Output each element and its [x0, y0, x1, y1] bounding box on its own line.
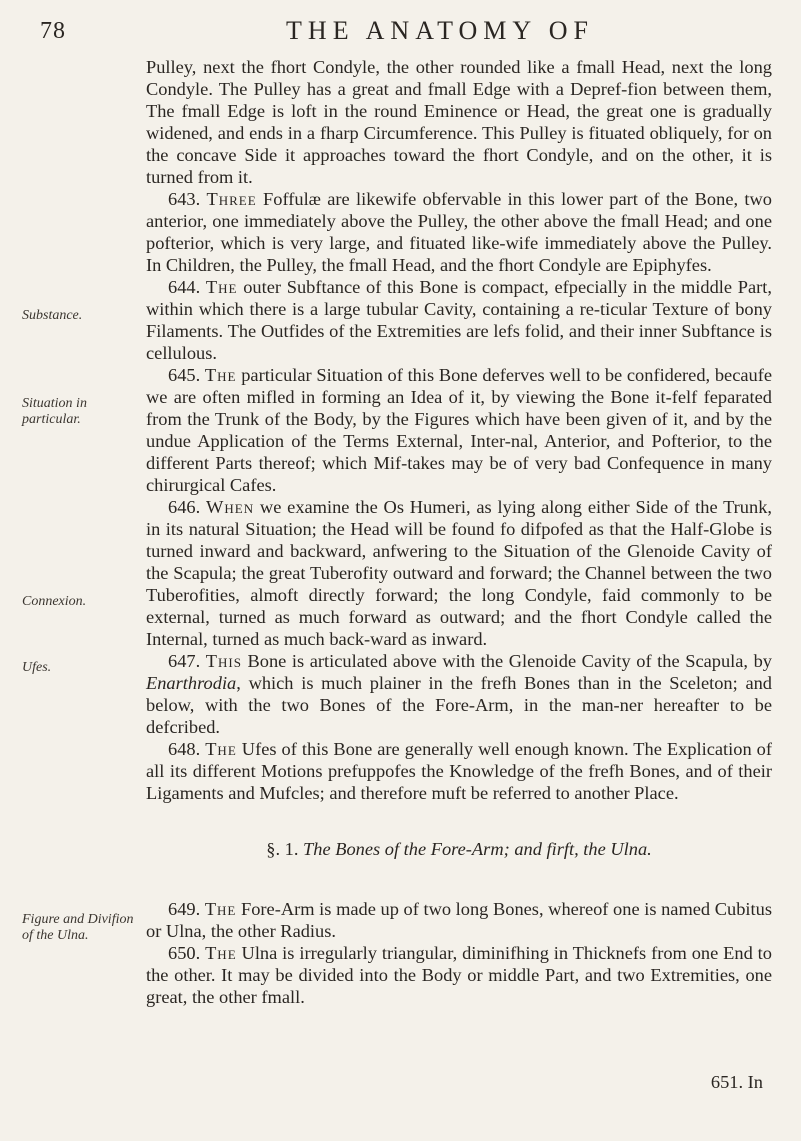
- italic-term: Enarthrodia: [146, 673, 237, 693]
- paragraph-lead-word: The: [204, 899, 237, 919]
- section-heading: [146, 838, 772, 860]
- paragraph-text: Pulley, next the fhort Condyle, the other rounded like a fmall Head, next the long Condyle. The Pulley has a great and fmall Edge with a Depref-fion between them, The fmall Edge is loft in the round Eminence or Head, the great one is gradually widened, and ends in a fharp Circumference. This Pulley is fituated obliquely, for on the concave Side it approaches toward the fhort Condyle, and on the other, it is turned from it.: [146, 57, 772, 187]
- paragraph-number: 643.: [168, 189, 201, 209]
- section-mark: §. 1.: [266, 839, 299, 859]
- paragraph-645: [146, 364, 772, 496]
- paragraph-648: [146, 738, 772, 804]
- margin-note-connexion: Connexion.: [22, 594, 87, 609]
- margin-note-substance: Substance.: [22, 308, 83, 323]
- paragraph-643: [146, 188, 772, 276]
- paragraph-text: Fore-Arm is made up of two long Bones, whereof one is named Cubitus or Ulna, the other Radius.: [146, 899, 772, 941]
- paragraph-text: , which is much plainer in the frefh Bones than in the Sceleton; and below, with the two Bones of the Fore-Arm, in the man-ner hereafter to be defcribed.: [146, 673, 772, 737]
- paragraph-text: Ulna is irregularly triangular, diminifhing in Thicknefs from one End to the other. It may be divided into the Body or middle Part, and two Extremities, one great, the other fmall.: [146, 943, 772, 1007]
- paragraph-lead-word: Three: [206, 189, 257, 209]
- paragraph-number: 649.: [168, 899, 201, 919]
- paragraph-647: [146, 650, 772, 738]
- paragraph-lead-word: The: [205, 943, 237, 963]
- page-number: 78: [40, 18, 66, 44]
- paragraph-650: [146, 942, 772, 1008]
- margin-note-uses: Ufes.: [22, 660, 52, 675]
- running-title: THE ANATOMY OF: [286, 16, 594, 45]
- paragraph-number: 650.: [168, 943, 201, 963]
- paragraph-number: 647.: [168, 651, 201, 671]
- paragraph-number: 646.: [168, 497, 201, 517]
- paragraph-lead-word: When: [206, 497, 255, 517]
- paragraph-lead-word: The: [205, 739, 237, 759]
- paragraph-lead-word: The: [204, 365, 237, 385]
- paragraph-text: Ufes of this Bone are generally well enough known. The Explication of all its different Motions prefuppofes the Knowledge of the frefh Bones, and of their Ligaments and Mufcles; and therefore muft be referred to another Place.: [146, 739, 772, 803]
- paragraph-number: 645.: [168, 365, 201, 385]
- section-title: The Bones of the Fore-Arm; and firft, the Ulna.: [303, 839, 652, 859]
- catchword: 651. In: [710, 1072, 763, 1092]
- paragraph-text: we examine the Os Humeri, as lying along either Side of the Trunk, in its natural Situation; the Head will be found fo difpofed as that the Half-Globe is turned inward and backward, anfwering to the Situation of the Glenoide Cavity of the Scapula; the great Tuberofity outward and forward; the Channel between the two Tuberofities, almoft directly forward; the long Condyle, faid commonly to be external, turned as much forward as outward; and the fhort Condyle called the Internal, turned as much back-ward as inward.: [146, 497, 772, 649]
- paragraph-text: Bone is articulated above with the Glenoide Cavity of the Scapula, by: [241, 651, 772, 671]
- paragraph-text: particular Situation of this Bone deferves well to be confidered, becaufe we are often mifled in forming an Idea of it, by viewing the Bone it-felf feparated from the Trunk of the Body, by the Figures which have been given of it, and by the undue Application of the Terms External, Inter-nal, Anterior, and Pofterior, to the different Parts thereof; which Mif-takes may be of very bad Confequence in many chirurgical Cafes.: [146, 365, 773, 495]
- paragraph-649: [146, 898, 772, 942]
- paragraph-text: outer Subftance of this Bone is compact, efpecially in the middle Part, within which there is a large tubular Cavity, containing a re-ticular Texture of bony Filaments. The Outfides of the Extremities are lefs folid, and their inner Subftance is cellulous.: [146, 277, 772, 363]
- paragraph-continued: [146, 56, 772, 188]
- body-text: [146, 56, 772, 1008]
- paragraph-lead-word: This: [205, 651, 242, 671]
- paragraph-lead-word: The: [205, 277, 238, 297]
- paragraph-text: Foffulæ are likewife obfervable in this lower part of the Bone, two anterior, one immediately above the Pulley, the other above the fmall Head; and one pofterior, which is very large, and fituated like-wife immediately above the Pulley. In Children, the Pulley, the fmall Head, and the fhort Condyle are Epiphyfes.: [146, 189, 772, 275]
- paragraph-646: [146, 496, 772, 650]
- paragraph-644: [146, 276, 772, 364]
- margin-note-situation: Situation in particular.: [22, 396, 87, 427]
- margin-note-figure: Figure and Divifion of the Ulna.: [22, 912, 134, 943]
- paragraph-number: 644.: [168, 277, 201, 297]
- paragraph-number: 648.: [168, 739, 201, 759]
